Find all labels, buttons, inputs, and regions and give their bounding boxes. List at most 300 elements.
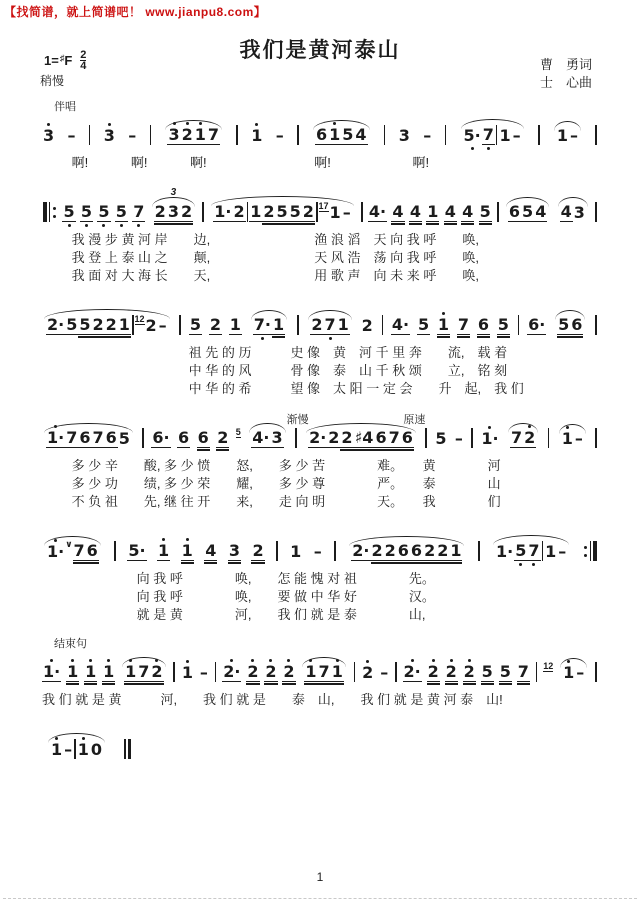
note <box>92 423 105 454</box>
bar-thin <box>518 315 520 335</box>
barline-lines <box>178 315 182 335</box>
note <box>124 657 137 688</box>
note-number: 4· <box>368 202 387 221</box>
note <box>92 310 105 341</box>
barline <box>141 422 145 454</box>
note <box>403 657 422 688</box>
note-number: 1 <box>563 663 575 682</box>
note-number: – <box>574 429 583 448</box>
bar-thin <box>354 662 356 682</box>
octave-dot-below <box>471 145 474 151</box>
note <box>508 197 521 228</box>
system-label: 结束句 <box>54 638 87 650</box>
note <box>151 423 170 454</box>
note <box>544 537 557 567</box>
lyric-line: 中 华 的 希 望 像 太 阳 一 定 会 升 起, 我 们 <box>42 381 524 396</box>
lyrics-block <box>42 231 598 285</box>
barline <box>296 119 300 151</box>
note-number: 5 <box>522 202 534 221</box>
note-number: 6 <box>178 428 190 447</box>
note-number: 7 <box>482 125 494 144</box>
note <box>158 311 168 341</box>
lyrics-block <box>42 570 598 624</box>
bar-thin <box>595 315 597 335</box>
note <box>341 120 354 151</box>
barline-lines <box>235 125 239 145</box>
barline <box>333 535 337 567</box>
grace-notes: 12 <box>543 661 554 671</box>
bar-thin <box>202 202 204 222</box>
note <box>65 310 78 341</box>
system-label: 伴唱 <box>54 101 76 113</box>
slur-group <box>506 423 540 454</box>
note-number: 4 <box>535 202 547 221</box>
note <box>401 423 414 454</box>
slur-group <box>300 657 347 688</box>
note-number: – <box>342 203 351 222</box>
note <box>66 657 79 688</box>
credits <box>540 56 592 92</box>
bar-thin <box>595 428 597 448</box>
slur-group <box>552 121 583 151</box>
key-prefix: 1= <box>44 53 59 68</box>
tempo-marking: 稍慢 <box>40 74 65 88</box>
bar-thin <box>276 541 278 561</box>
barline <box>547 422 551 454</box>
note <box>199 658 209 688</box>
barline-lines <box>149 125 153 145</box>
note <box>115 197 128 228</box>
note <box>454 424 464 454</box>
barline <box>172 656 176 688</box>
note <box>445 657 458 688</box>
note <box>189 310 202 341</box>
note-number: 7· <box>253 315 271 334</box>
note-number: 2 <box>362 663 374 682</box>
note-number: 5 <box>435 429 447 448</box>
lyrics-block <box>42 344 598 398</box>
note <box>194 120 207 151</box>
note-number: 7 <box>133 202 145 221</box>
barline-lines <box>594 428 598 448</box>
barline-lines <box>444 125 448 145</box>
bar-thin <box>382 315 384 335</box>
note-number: 6 <box>410 541 423 560</box>
note <box>62 197 75 228</box>
bar-thin <box>496 125 498 145</box>
grace-notes: 12 <box>134 314 145 324</box>
barline <box>131 309 135 341</box>
note-number: 2 <box>209 315 221 334</box>
note <box>132 197 145 228</box>
note-number: 6 <box>477 315 489 334</box>
barline <box>296 309 300 341</box>
bar-thick <box>593 541 597 561</box>
note <box>495 537 514 567</box>
bar-thin <box>236 125 238 145</box>
note-number: – <box>512 126 521 145</box>
note-number: 7 <box>138 662 150 681</box>
note <box>181 120 194 151</box>
note-number: 7 <box>528 541 540 560</box>
note <box>498 121 511 151</box>
note <box>197 423 210 454</box>
note-number: 5· <box>128 541 146 560</box>
note <box>561 424 574 454</box>
bar-thin <box>478 541 480 561</box>
barline <box>383 119 387 151</box>
lyric-line: 我 面 对 大 海 长 天, 用 歌 声 向 未 来 呼 唤, <box>42 268 479 283</box>
barline-lines <box>123 739 132 759</box>
octave-dot-below <box>487 145 490 151</box>
slur-group <box>247 423 287 454</box>
note-number: 1 <box>77 740 89 759</box>
note-number: 7 <box>66 428 78 447</box>
note-number: 1 <box>85 662 97 681</box>
barline <box>496 196 500 228</box>
score-area <box>0 64 640 765</box>
note <box>444 197 457 228</box>
note-number: 5 <box>342 125 354 144</box>
bar-thin <box>124 739 126 759</box>
lyric-line: 我 们 就 是 黄 河, 我 们 就 是 泰 山, 我 们 就 是 黄 河 泰 山! <box>42 692 503 707</box>
note <box>521 197 534 228</box>
barline <box>201 196 205 228</box>
note-number: 2 <box>427 662 439 681</box>
note <box>409 197 422 228</box>
note-number: 6· <box>152 428 170 447</box>
note-number: 4 <box>462 202 474 221</box>
note <box>328 120 341 151</box>
note <box>354 120 367 151</box>
note-number: 2 <box>217 428 229 447</box>
bar-thin <box>316 202 318 222</box>
note-number: 1· <box>47 542 65 561</box>
octave-dot-below <box>261 335 264 341</box>
note-number: 1 <box>272 315 285 334</box>
note-number: 5 <box>479 202 491 221</box>
note-number: 2· <box>309 428 327 447</box>
note-number: 5 <box>497 315 509 334</box>
note-number: 5 <box>79 315 91 334</box>
slur-group <box>311 120 372 151</box>
slur-group <box>347 536 466 567</box>
note-number: 1 <box>67 662 79 681</box>
note-number: 7 <box>511 428 523 447</box>
note <box>426 197 439 228</box>
bar-thin <box>114 541 116 561</box>
barline-lines <box>201 202 205 222</box>
note-number: – <box>128 126 137 145</box>
bar-thin <box>590 541 592 561</box>
note <box>331 657 344 688</box>
note-number: 1 <box>450 541 462 560</box>
barline-lines <box>360 202 364 222</box>
note <box>204 536 217 567</box>
note-number: 2· <box>223 662 241 681</box>
barline-lines <box>470 428 474 448</box>
barline <box>594 119 598 151</box>
note-number: 1· <box>47 428 65 447</box>
note-number: 1· <box>481 429 499 448</box>
barline <box>594 309 598 341</box>
note-number: 1 <box>329 203 341 222</box>
note <box>315 120 328 151</box>
note-number: 6 <box>105 428 117 447</box>
slur-group <box>556 197 590 228</box>
barline-lines <box>131 315 135 335</box>
note <box>177 423 190 454</box>
note <box>361 311 374 341</box>
key-signature <box>44 50 86 71</box>
note <box>272 310 285 341</box>
lyric-line: 向 我 呼 唤, 要 做 中 华 好 汉。 <box>42 589 435 604</box>
note <box>276 197 289 228</box>
note <box>556 121 569 151</box>
note <box>63 735 73 765</box>
note-number: 2 <box>151 662 163 681</box>
note-number: 1 <box>125 662 137 681</box>
note-number: ♯4 <box>354 428 374 447</box>
note <box>233 197 246 228</box>
note <box>84 657 97 688</box>
note-number: 7 <box>73 541 85 560</box>
note-number: 7 <box>318 662 330 681</box>
notation-row <box>42 183 598 228</box>
barline-lines <box>172 662 176 682</box>
note <box>249 197 262 228</box>
note <box>213 197 232 228</box>
note <box>477 310 490 341</box>
bar-thin <box>297 315 299 335</box>
note <box>374 423 387 454</box>
slur-group <box>249 310 289 341</box>
note-number: 3 <box>43 126 55 145</box>
note <box>262 197 275 228</box>
slur-group <box>504 197 551 228</box>
barline <box>360 196 364 228</box>
barline <box>477 535 481 567</box>
note-number: 0 <box>90 740 103 759</box>
note <box>457 310 470 341</box>
bar-thin <box>74 739 76 759</box>
note-number: 1 <box>181 541 193 560</box>
note <box>512 121 522 151</box>
slur-group <box>163 120 224 151</box>
lyrics-block <box>42 691 598 709</box>
note <box>449 536 462 567</box>
barline-lines <box>333 541 337 561</box>
music-system-2 <box>42 183 598 285</box>
note-number: 5 <box>66 315 78 334</box>
bar-thin <box>536 662 538 682</box>
note <box>207 120 220 151</box>
note <box>253 310 272 341</box>
note-number: 5 <box>417 315 430 334</box>
note-number: 7 <box>388 428 400 447</box>
slur-group <box>553 310 587 341</box>
bar-thin <box>247 202 249 222</box>
barline-lines <box>353 662 357 682</box>
note <box>318 657 331 688</box>
note-number: – <box>313 542 322 561</box>
note-number: 4 <box>205 541 217 560</box>
note-number: 4 <box>409 202 421 221</box>
bar-thin <box>361 202 363 222</box>
lyric-line: 祖 先 的 历 史 像 黄 河 千 里 奔 流, 载 着 <box>42 345 508 360</box>
octave-dot-below <box>68 222 71 228</box>
barline <box>235 119 239 151</box>
note-number: – <box>380 663 389 682</box>
note-number: 5 <box>189 315 202 334</box>
slur-group <box>120 657 167 688</box>
note-number: 7 <box>517 662 529 681</box>
note <box>463 121 482 151</box>
note-number: 2 <box>302 202 314 221</box>
note-number: 4· <box>391 315 410 334</box>
note-number: 4 <box>355 125 367 144</box>
note <box>270 423 283 454</box>
note-number: 1· <box>43 662 61 681</box>
repeat-dots <box>53 207 56 218</box>
note <box>137 657 150 688</box>
note <box>560 197 573 228</box>
note <box>463 657 476 688</box>
note-number: 1 <box>331 662 343 681</box>
note-number: 4 <box>560 202 572 221</box>
barline <box>275 535 279 567</box>
meter-top: 2 <box>80 49 87 61</box>
note-number: 7 <box>457 315 469 334</box>
note-number: 1 <box>437 315 450 334</box>
note <box>167 197 180 228</box>
barline <box>113 535 117 567</box>
note-number: 2 <box>328 428 340 447</box>
note <box>527 310 546 341</box>
lyric-line: 向 我 呼 唤, 怎 能 愧 对 祖 先。 <box>42 571 435 586</box>
note <box>228 536 241 567</box>
barline <box>594 656 598 688</box>
note-number: 5 <box>558 315 570 334</box>
note <box>482 120 495 151</box>
key-note: F <box>64 53 73 68</box>
note-number: 2 <box>105 315 117 334</box>
octave-dot-below <box>519 561 522 567</box>
note-number: 2 <box>361 316 373 335</box>
note-number: 2 <box>341 428 353 447</box>
barline-lines <box>537 125 541 145</box>
bar-thin <box>297 125 299 145</box>
note <box>118 310 131 341</box>
barline <box>444 119 448 151</box>
note <box>289 537 302 567</box>
note-number: 5 <box>80 202 93 221</box>
note-number: 5 <box>115 202 127 221</box>
note-number: 1 <box>556 126 568 145</box>
note-number: 2 <box>371 541 383 560</box>
note <box>391 197 404 228</box>
bar-thin <box>49 202 51 222</box>
note <box>46 310 65 341</box>
note <box>397 536 410 567</box>
repeat-dots <box>584 546 587 557</box>
note-number: – <box>576 663 585 682</box>
barline-lines <box>88 125 92 145</box>
barline-lines <box>42 202 58 222</box>
octave-dot-below <box>137 222 140 228</box>
grace-notes: 5 <box>235 427 241 437</box>
note <box>308 423 327 454</box>
note-number: 4· <box>252 428 270 447</box>
note <box>354 423 375 454</box>
note-number: 5 <box>118 429 130 448</box>
note <box>77 735 90 765</box>
note-number: 3 <box>168 125 180 144</box>
note-number: – <box>454 429 463 448</box>
note <box>66 121 76 151</box>
note-number: 3 <box>271 428 283 447</box>
slur-group <box>42 423 135 454</box>
barline <box>315 196 319 228</box>
bar-thin <box>471 428 473 448</box>
barline-lines <box>582 541 598 561</box>
octave-dot-below <box>102 222 105 228</box>
bar-thin <box>595 125 597 145</box>
barline-lines <box>394 662 398 682</box>
barline <box>381 309 385 341</box>
note-number: 1 <box>561 429 573 448</box>
note <box>436 536 449 567</box>
note <box>557 310 570 341</box>
note <box>479 197 492 228</box>
note <box>181 536 194 567</box>
note <box>251 536 264 567</box>
final-barline <box>123 733 132 765</box>
bar-thick <box>128 739 132 759</box>
note-number: 6 <box>86 541 98 560</box>
lyrics-block <box>42 154 598 172</box>
note <box>80 197 93 228</box>
note <box>103 121 116 151</box>
note <box>523 423 536 454</box>
note-number: 3 <box>103 126 115 145</box>
barline-lines <box>594 125 598 145</box>
lyric-line: 就 是 黄 河, 我 们 就 是 泰 山, <box>42 607 426 622</box>
barline-lines <box>275 541 279 561</box>
note-number: 2 <box>180 202 193 221</box>
note-number: 1 <box>103 662 115 681</box>
music-system-4 <box>42 409 598 511</box>
note <box>180 197 193 228</box>
bottom-divider <box>3 898 637 899</box>
note-number: 2 <box>233 202 245 221</box>
barline <box>178 309 182 341</box>
note-number: 5 <box>289 202 301 221</box>
barline-lines <box>113 541 117 561</box>
note-number: 6 <box>375 428 387 447</box>
note-number: – <box>67 126 76 145</box>
notation-row <box>42 296 598 341</box>
note <box>481 657 494 688</box>
barline <box>470 422 474 454</box>
barline-lines <box>294 428 298 448</box>
note <box>78 310 91 341</box>
song-title: 我们是黄河泰山 <box>239 39 401 62</box>
note <box>127 121 137 151</box>
note <box>251 423 270 454</box>
bar-thin <box>445 125 447 145</box>
note-number: 2· <box>47 315 65 334</box>
